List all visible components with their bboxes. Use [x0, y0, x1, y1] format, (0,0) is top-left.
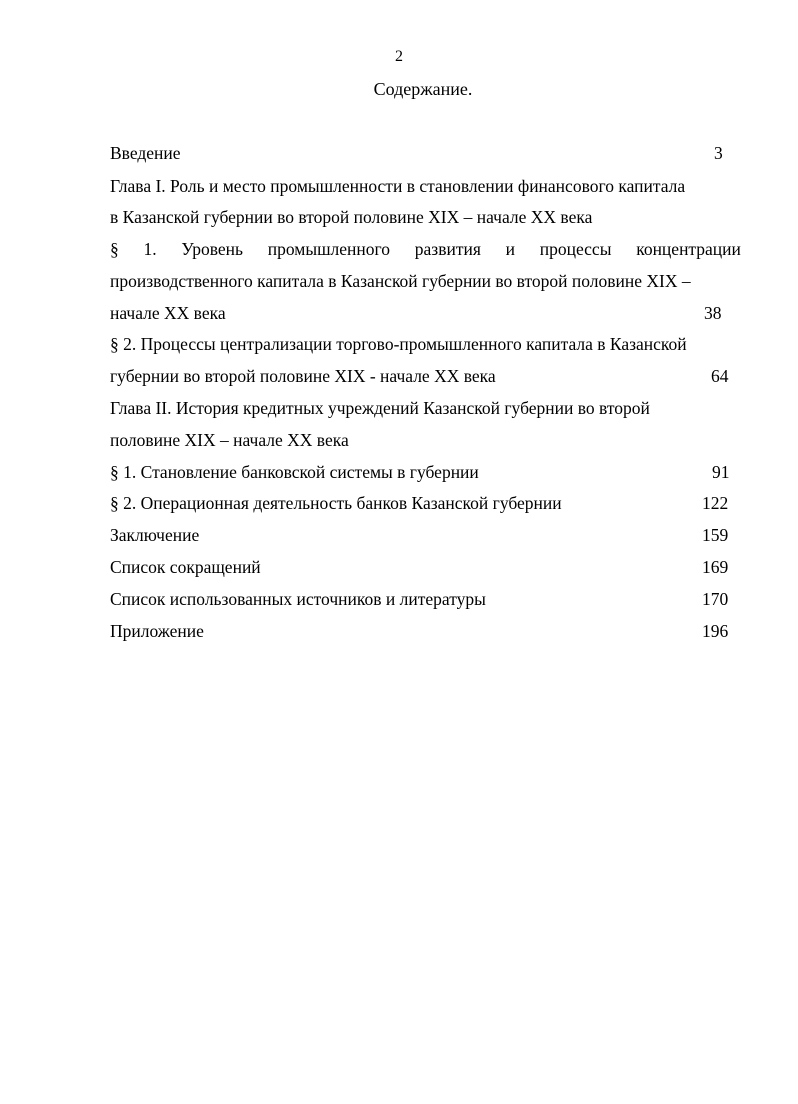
toc-sources-label: Список использованных источников и литературы [110, 589, 486, 609]
toc-ch1-line2: в Казанской губернии во второй половине XIX – начале XX века [110, 207, 593, 227]
toc-appendix-label: Приложение [110, 621, 204, 641]
toc-abbrev-page: 169 [702, 557, 729, 577]
toc-conclusion-page: 159 [702, 525, 729, 545]
toc-ch1-line1: Глава I. Роль и место промышленности в становлении финансового капитала [110, 176, 686, 196]
toc-appendix-page: 196 [702, 621, 729, 641]
toc-ch1s2-line1: § 2. Процессы централизации торгово-промышленного капитала в Казанской [110, 334, 687, 354]
toc-ch1s1-line1: § 1. Уровень промышленного развития и процессы концентрации [110, 239, 741, 259]
toc-ch1s1-page: 38 [704, 303, 722, 323]
toc-intro-page: 3 [714, 143, 723, 163]
toc-conclusion-label: Заключение [110, 525, 200, 545]
toc-ch2s2-page: 122 [702, 493, 729, 513]
toc-ch1s2-line2: губернии во второй половине XIX - начале XX века [110, 366, 496, 386]
toc-intro-label: Введение [110, 143, 181, 163]
toc-ch2-line2: половине XIX – начале XX века [110, 430, 349, 450]
toc-sources-page: 170 [702, 589, 729, 609]
page-number: 2 [395, 48, 403, 65]
toc-ch2s1-label: § 1. Становление банковской системы в губернии [110, 462, 479, 482]
page-title: Содержание. [373, 79, 473, 99]
toc-ch1s1-line3: начале XX века [110, 303, 226, 323]
toc-ch1s1-line2: производственного капитала в Казанской губернии во второй половине XIX – [110, 271, 691, 291]
toc-ch2s1-page: 91 [712, 462, 730, 482]
toc-abbrev-label: Список сокращений [110, 557, 261, 577]
toc-ch1s2-page: 64 [711, 366, 729, 386]
toc-ch2s2-label: § 2. Операционная деятельность банков Казанской губернии [110, 493, 562, 513]
toc-ch2-line1: Глава II. История кредитных учреждений Казанской губернии во второй [110, 398, 650, 418]
